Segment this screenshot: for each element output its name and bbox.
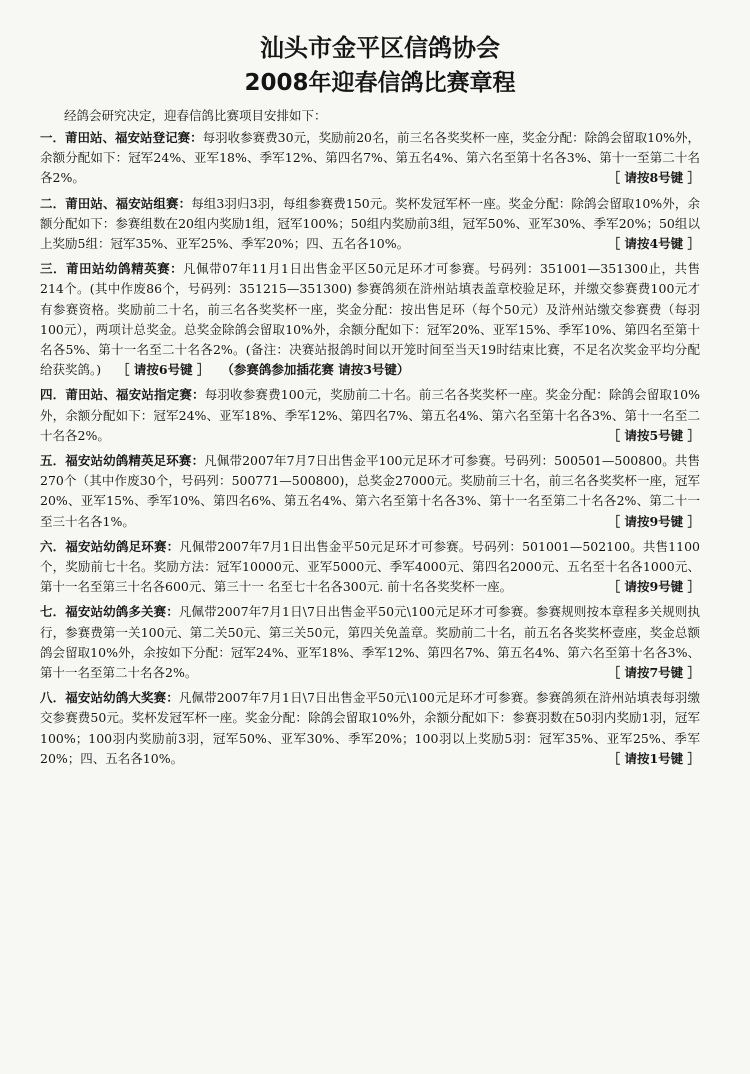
key-hint: ［ 请按9号键 ］ bbox=[607, 579, 700, 595]
section-body: 每组3羽归3羽，每组参赛费150元。奖杯发冠军杯一座。奖金分配：除鸽会留取10%外，余额分配如下：参赛组数在20组内奖励1组，冠军100%；50组内奖励前3组，冠军50%、亚军30%、季军20%；50组以上奖励5组：冠军35%、亚军25%、季军20%；四、五名各10%。 bbox=[40, 195, 700, 252]
association-title: 汕头市金平区信鸽协会 bbox=[260, 34, 500, 62]
section-8 bbox=[40, 688, 700, 769]
section-body: 凡佩带2007年7月1日\7日出售金平50元\100元足环才可参赛。参赛规则按本章程多关规则执行，参赛费第一关100元、第二关50元、第三关50元，第四关免盖章。奖励前二十名，前五名各奖奖杯壹座，奖金总额鸽会留取10%外，余按如下分配：冠军24%、亚军18%、季军12%、第四名7%、第五名4%、第六名至第十名各3%、第十一名至第二十名各2%。 bbox=[40, 604, 700, 681]
section-title: 八．福安站幼鸽大奖赛： bbox=[40, 690, 179, 706]
section-5 bbox=[40, 451, 700, 532]
section-2 bbox=[40, 194, 700, 255]
section-body: 每羽收参赛费30元，奖励前20名，前三名各奖奖杯一座，奖金分配：除鸽会留取10%外，余额分配如下：冠军24%、亚军18%、季军12%、第四名7%、第五名4%、第六名至第十名各3%、第十一至第二十名各2%。 bbox=[40, 130, 700, 186]
section-title: 一．莆田站、福安站登记赛： bbox=[40, 130, 203, 145]
rules-title: 2008年迎春信鸽比赛章程 bbox=[244, 70, 516, 96]
section-title: 七．福安站幼鸽多关赛： bbox=[40, 604, 179, 620]
section-title: 六．福安站幼鸽足环赛： bbox=[40, 538, 180, 554]
section-title: 四．莆田站、福安站指定赛： bbox=[40, 387, 205, 403]
key-hint: ［ 请按7号键 ］ bbox=[607, 665, 700, 681]
section-1 bbox=[40, 128, 700, 189]
section-body: 凡佩带2007年7月1日\7日出售金平50元\100元足环才可参赛。参赛鸽须在浒州站填表每羽缴交参赛费50元。奖杯发冠军杯一座。奖金分配：除鸽会留取10%外，余额分配如下：参赛羽数在50羽内奖励1羽，冠军100%；100羽内奖励前3羽，冠军50%、亚军30%、季军20%；100羽以上奖励5羽：冠军35%、亚军25%、季军20%；四、五名各10%。 bbox=[40, 690, 700, 766]
key-hint: ［ 请按6号键 ］ bbox=[117, 362, 210, 378]
key-hint: ［ 请按4号键 ］ bbox=[607, 236, 700, 252]
section-title: 五．福安站幼鸽精英足环赛： bbox=[40, 453, 205, 469]
section-body: 每羽收参赛费100元，奖励前二十名。前三名各奖奖杯一座。奖金分配：除鸽会留取10%外，余额分配如下：冠军24%、亚军18%、季军12%、第四名7%、第五名4%、第六名至第十名各3%、第十一名至二十名各2%。 bbox=[40, 387, 700, 443]
section-4 bbox=[40, 385, 700, 446]
section-title: 三．莆田站幼鸽精英赛： bbox=[40, 261, 184, 277]
key-hint: ［ 请按8号键 ］ bbox=[607, 170, 700, 186]
section-6 bbox=[40, 537, 700, 598]
key-hint: ［ 请按1号键 ］ bbox=[607, 750, 700, 766]
section-body: 凡佩带2007年7月1日出售金平50元足环才可参赛。号码列：501001—502100。共售1100个，奖励前七十名。奖励方法：冠军10000元、亚军5000元、季军4000元、第四名2000元、五名至十名各1000元、第十一名至第三十名各600元、第三十一 名至七十名各300元. 前十名各奖奖杯一座。 bbox=[40, 538, 700, 595]
section-body: 凡佩带07年11月1日出售金平区50元足环才可参赛。号码列：351001—351300止，共售214个。(其中作废86个，号码列：351215—351300) 参赛鸽须在浒州站填表盖章校验足环，并缴交参赛费100元才有参赛资格。奖励前二十名，前三名各奖奖杯一座，奖金分配：按出售足环（每个50元）及浒州站缴交参赛费（每羽100元），两项计总奖金。总奖金除鸽会留取10%外，余额分配如下：冠军20%、亚军15%、季军10%、第四名至第十名各5%、第十一名至二十名各2%。(备注：决赛站报鸽时间以开笼时间至当天19时结束比赛，不足名次奖金平均分配给获奖鸽。) bbox=[40, 261, 700, 378]
key-hint: ［ 请按9号键 ］ bbox=[607, 513, 700, 529]
key-hint: ［ 请按5号键 ］ bbox=[607, 427, 700, 443]
section-3 bbox=[40, 259, 700, 380]
section-title: 二．莆田站、福安站组赛： bbox=[40, 195, 192, 211]
key-hint-extra: （参赛鸽参加插花赛 请按3号键） bbox=[221, 362, 410, 378]
section-body: 凡佩带2007年7月7日出售金平100元足环才可参赛。号码列：500501—500800。共售270个（其中作废30个，号码列：500771—500800)，总奖金27000元。奖励前三十名，前三名各奖奖杯一座，冠军20%、亚军15%、季军10%、第四名6%、第五名4%、第六名至第十名各3%、第十一名至第二十名各2%、第二十一至三十名各1%。 bbox=[40, 453, 700, 529]
intro-text: 经鸽会研究决定，迎春信鸽比赛项目安排如下： bbox=[64, 108, 327, 123]
section-7 bbox=[40, 602, 700, 683]
